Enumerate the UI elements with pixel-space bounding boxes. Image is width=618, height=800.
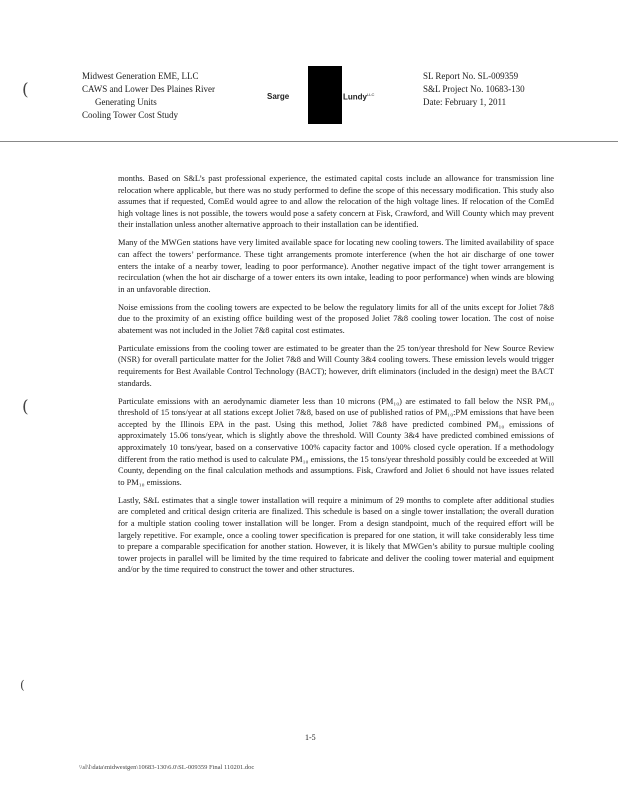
paragraph: months. Based on S&L’s past professional experience, the estimated capital costs include an allowance for transmission line relocation where applicable, but there was no study performed to define the scope of this necessary modification. This study also assumes that if requested, ComEd would agree to and allow the relocation of the high voltage lines. If relocation of the ComEd high voltage lines is not possible, the towers would pose a safety concern at Fisk, Crawford, and Will County which may prevent their installation unless another alternative approach to their installation can be identified.	[118, 174, 554, 230]
paragraph: Lastly, S&L estimates that a single tower installation will require a minimum of 29 months to complete after additional studies are completed and critical design criteria are finalized. This schedule is based on a single tower installation; the overall duration for a multiple station cooling tower installation will be longer. From a design standpoint, much of the required effort will be largely repetitive. For example, once a cooling tower specification is prepared for one station, it will take considerably less time to prepare a comparable specification for another station. However, it is likely that MWGen’s ability to pursue multiple cooling tower projects in parallel will be limited by the time required to fabricate and deliver the cooling tower material and equipment and/or by the time required to construct the tower and other structures.	[118, 495, 554, 575]
report-date: Date: February 1, 2011	[423, 97, 507, 107]
paragraph: Noise emissions from the cooling towers are expected to be below the regulatory limits for all of the units except for Joliet 7&8 due to the proximity of an existing office building west of the proposed Joliet 7&8 cooling tower location. The cost of noise abatement was not included in the Joliet 7&8 capital cost estimates.	[118, 302, 554, 335]
margin-mark: (	[22, 80, 29, 100]
project-number: S&L Project No. 10683-130	[423, 84, 525, 94]
document-body	[118, 173, 554, 582]
header-study: Cooling Tower Cost Study	[82, 110, 178, 120]
page-number: 1-5	[305, 733, 316, 742]
file-path: \\sl\l\data\midwestgen\10683-130\6.0\SL-009359 Final 110201.doc	[79, 764, 255, 771]
margin-mark: (	[20, 678, 25, 692]
header-units: Generating Units	[95, 97, 157, 107]
report-number: SL Report No. SL-009359	[423, 71, 519, 81]
header-right	[423, 70, 603, 109]
paragraph: Particulate emissions with an aerodynamic diameter less than 10 microns (PM₁₀) are estimated to fall below the NSR PM₁₀ threshold of 15 tons/year at all stations except Joliet 7&8, based on use of published ratios of PM₁₀:PM emissions that have been accepted by the Illinois EPA in the past. Using this method, Joliet 7&8 have predicted combined PM₁₀ emissions of approximately 15.06 tons/year, which is slightly above the threshold. Will County 3&4 have predicted combined emissions of approximately 10 tons/year, based on a conservative 100% capacity factor and 100% closed cycle operation. If a methodology different from the ratio method is used to calculate PM₁₀ emissions, the 15 tons/year threshold possibly could be exceeded at Will County, depending on the final calculation methods and assumptions. Fisk, Crawford and Joliet 6 should not have issues related to PM₁₀ emissions.	[118, 396, 554, 487]
header-rule	[0, 141, 618, 142]
redaction-block	[308, 66, 342, 124]
logo-right-word: Lundy$^{LLC}$	[343, 92, 375, 102]
paragraph: Particulate emissions from the cooling tower are estimated to be greater than the 25 ton/year threshold for New Source Review (NSR) for overall particulate matter for the Joliet 7&8 and Will County 3&4 cooling towers. These emission levels would trigger requirements for Best Available Control Technology (BACT); however, drift eliminators (included in the design) meet the BACT standards.	[118, 343, 554, 388]
margin-mark: (	[22, 397, 29, 417]
company-logo	[267, 66, 393, 124]
logo-left-word: Sarge	[267, 92, 290, 101]
header-project: CAWS and Lower Des Plaines River	[82, 84, 216, 94]
header-company: Midwest Generation EME, LLC	[82, 71, 199, 81]
paragraph: Many of the MWGen stations have very limited available space for locating new cooling towers. The limited availability of space can affect the towers’ performance. These tight arrangements promote interference (when the hot air discharge of one tower enters the intake of a nearby tower, leading to poor performance). Another negative impact of the tight tower arrangement is recirculation (when the hot air discharge of a tower enters its own intake, leading to poor performance) when winds are blowing in an unfavorable direction.	[118, 238, 554, 294]
